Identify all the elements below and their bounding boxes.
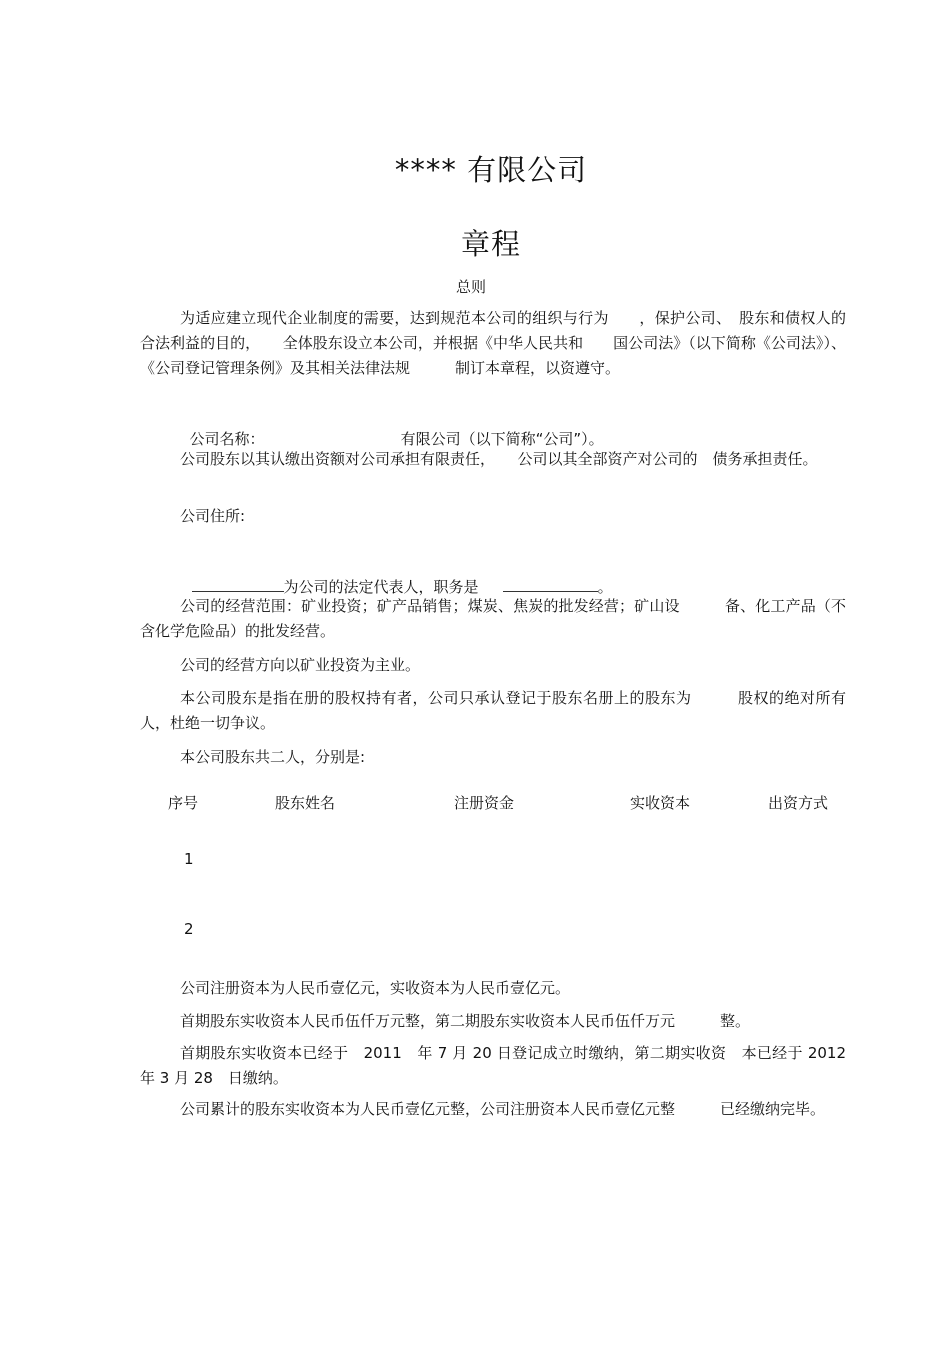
- shareholder-definition-paragraph: 本公司股东是指在册的股权持有者，公司只承认登记于股东名册上的股东为 股权的绝对所有人，杜绝一切争议。: [140, 689, 846, 732]
- company-name-line: [180, 402, 604, 452]
- document-title: **** 有限公司: [394, 153, 588, 187]
- capital-dates-paragraph: 首期股东实收资本已经于 2011 年 7 月 20 日登记成立时缴纳，第二期实收资 本已经于 2012 年 3 月 28 日缴纳。: [140, 1044, 862, 1087]
- company-name-value: 有限公司（以下简称“公司”）。: [400, 430, 604, 448]
- document-subtitle: 章程: [460, 227, 521, 261]
- table-row-index: 1: [184, 850, 194, 868]
- capital-total-paragraph: 公司注册资本为人民币壹亿元，实收资本为人民币壹亿元。: [180, 979, 571, 997]
- table-header-index: 序号: [168, 794, 199, 812]
- capital-phases-paragraph: 首期股东实收资本人民币伍仟万元整，第二期股东实收资本人民币伍仟万元 整。: [180, 1012, 751, 1030]
- legal-rep-end: 。: [597, 578, 613, 596]
- table-header-name: 股东姓名: [275, 794, 336, 812]
- business-direction-paragraph: 公司的经营方向以矿业投资为主业。: [180, 656, 421, 674]
- table-header-contribution-method: 出资方式: [768, 794, 829, 812]
- section-heading: 总则: [455, 278, 486, 296]
- legal-rep-text: 为公司的法定代表人，职务是: [283, 578, 479, 596]
- legal-rep-name-blank: [192, 574, 284, 592]
- company-name-label: 公司名称：: [189, 430, 265, 448]
- shareholder-count-paragraph: 本公司股东共二人，分别是:: [180, 748, 366, 766]
- legal-rep-title-blank: [503, 574, 598, 592]
- table-row-index: 2: [184, 920, 194, 938]
- intro-paragraph: 为适应建立现代企业制度的需要，达到规范本公司的组织与行为 ，保护公司、 股东和债权人的合法利益的目的， 全体股东设立本公司，并根据《中华人民共和 国公司法》（以下简称《公司法》）、《公司登记管理条例》及其相关法律法规 制订本章程，以资遵守。: [140, 309, 846, 377]
- business-scope-paragraph: 公司的经营范围：矿业投资；矿产品销售；煤炭、焦炭的批发经营；矿山设 备、化工产品（不含化学危险品）的批发经营。: [140, 597, 846, 640]
- legal-representative-line: [182, 549, 613, 600]
- address-label: 公司住所:: [180, 507, 246, 525]
- table-header-paid-capital: 实收资本: [630, 794, 691, 812]
- capital-complete-paragraph: 公司累计的股东实收资本为人民币壹亿元整，公司注册资本人民币壹亿元整 已经缴纳完毕。: [180, 1100, 826, 1118]
- liability-paragraph: 公司股东以其认缴出资额对公司承担有限责任， 公司以其全部资产对公司的 债务承担责任。: [180, 450, 818, 468]
- table-header-registered-capital: 注册资金: [454, 794, 515, 812]
